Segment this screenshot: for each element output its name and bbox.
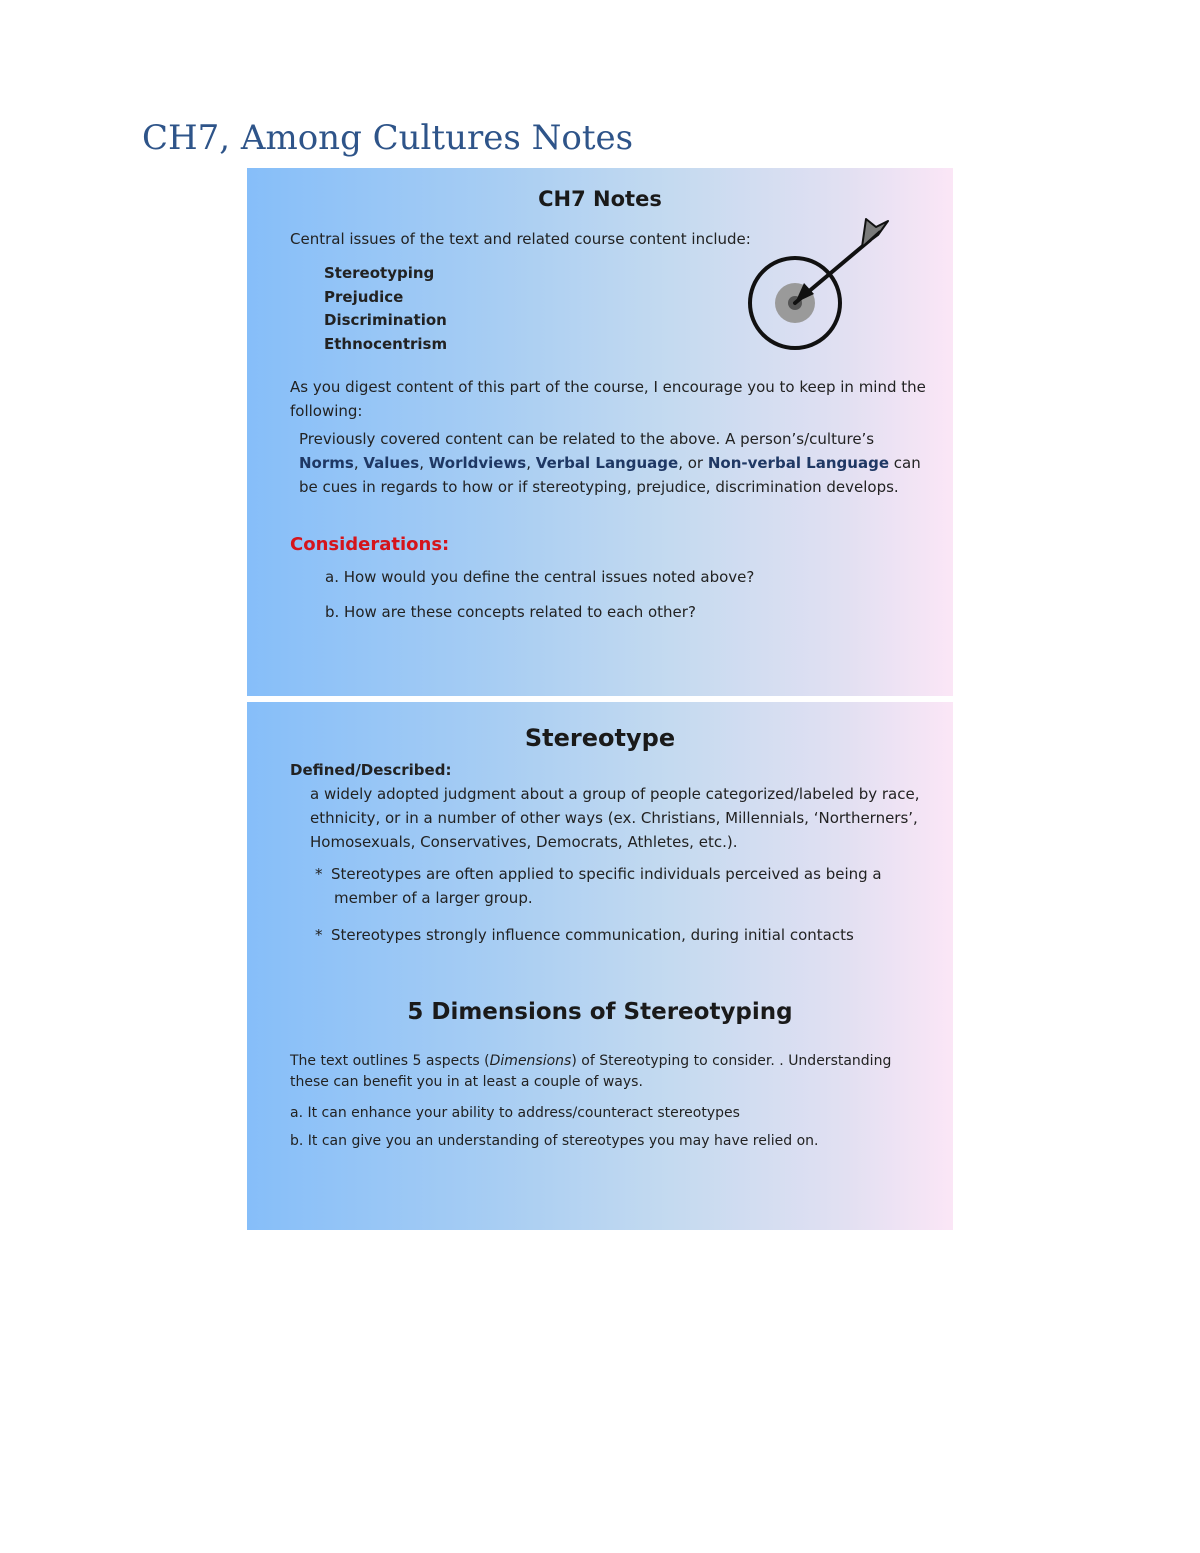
bullet-influence-communication (315, 923, 930, 947)
target-arrow-icon (742, 213, 892, 353)
term-stereotyping: Stereotyping (324, 264, 435, 282)
bullet1-line1: Stereotypes are often applied to specific individuals perceived as being a (331, 865, 882, 883)
separator: , (419, 454, 429, 472)
bullet1-line2: member of a larger group. (334, 889, 533, 907)
defined-label: Defined/Described: (290, 761, 452, 779)
highlight-verbal-language: Verbal Language (535, 454, 679, 472)
highlight-nonverbal-language: Non-verbal Language (707, 454, 889, 472)
slide-ch7-notes (247, 168, 953, 696)
separator: , or (678, 454, 708, 472)
highlight-worldviews: Worldviews (428, 454, 527, 472)
separator: , (526, 454, 536, 472)
related-content-start: Previously covered content can be related to the above. A person’s/culture’s (299, 430, 875, 448)
document-title: CH7, Among Cultures Notes (142, 118, 634, 158)
outline-emphasis: Dimensions (489, 1053, 572, 1069)
term-prejudice: Prejudice (324, 287, 404, 306)
bullet2-text: Stereotypes strongly influence communication, during initial contacts (331, 926, 854, 944)
dimensions-outline (290, 1051, 920, 1093)
stereotype-definition: a widely adopted judgment about a group of people categorized/labeled by race, ethnicity, or in a number of other ways (ex. Christians, Millennials, ‘Northerners’, Homosexuals, Conservatives, Democrats, Athletes, etc.). (310, 785, 920, 851)
outline-pre: The text outlines 5 aspects ( (290, 1053, 490, 1069)
benefit-item-b: b. It can give you an understanding of stereotypes you may have relied on. (290, 1133, 819, 1149)
consideration-question-b: b. How are these concepts related to each other? (325, 603, 696, 621)
slide1-title: CH7 Notes (538, 187, 662, 211)
slide-stereotype (247, 702, 953, 1230)
slide1-related-content (299, 427, 929, 499)
slide1-guidance: As you digest content of this part of the course, I encourage you to keep in mind the following: (290, 378, 926, 420)
highlight-norms: Norms (299, 454, 354, 472)
term-discrimination: Discrimination (324, 311, 447, 329)
central-issues-list (324, 262, 447, 356)
related-content-end: can be cues in regards to how or if stereotyping, prejudice, discrimination develops. (299, 454, 921, 496)
highlight-values: Values (363, 454, 420, 472)
benefit-item-a: a. It can enhance your ability to address/counteract stereotypes (290, 1105, 740, 1121)
bullet-applied-to-individuals (315, 862, 930, 910)
term-ethnocentrism: Ethnocentrism (324, 334, 448, 353)
bullet-marker: * (315, 865, 323, 883)
slide2-title: Stereotype (524, 724, 676, 752)
separator: , (353, 454, 364, 472)
outline-post: ) of Stereotyping to consider. . Understanding these can benefit you in at least a couple of ways. (290, 1053, 892, 1090)
bullet-marker: * (315, 926, 323, 944)
slide1-intro: Central issues of the text and related course content include: (290, 230, 751, 248)
consideration-question-a: a. How would you define the central issues noted above? (325, 568, 755, 586)
considerations-heading: Considerations: (290, 534, 450, 555)
dimensions-title: 5 Dimensions of Stereotyping (407, 999, 793, 1025)
